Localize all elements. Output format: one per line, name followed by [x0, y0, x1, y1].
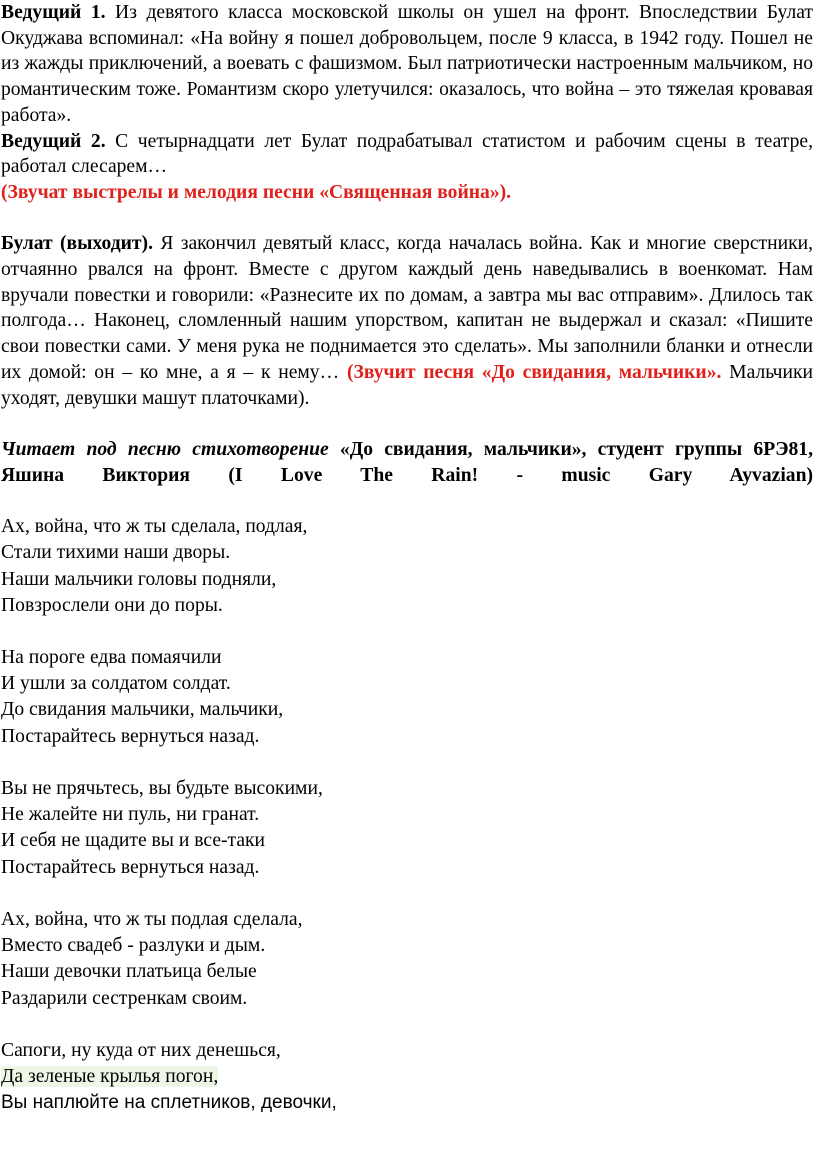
intro-italic: Читает под песню стихотворение	[1, 438, 329, 460]
paragraph-text: Я закончил девятый класс, когда началась война. Как и многие сверстники, отчаянно рвался на фронт. Вместе с другом каждый день наведывались в военкомат. Нам вручали повестки и говорили: «Разнесите их по домам, а завтра мы вас отправим». Длилось так полгода… Наконец, сломленный нашим упорством, капитан не выдержал и сказал: «Пишите свои повестки сами. У меня рука не поднимается это сделать». Мы заполнили бланки и отнесли их домой: он – ко мне, а я – к нему…	[1, 233, 813, 383]
stage-direction: (Звучат выстрелы и мелодия песни «Священная война»).	[1, 181, 512, 203]
poem-line: Вы не прячьтесь, вы будьте высокими,	[1, 777, 323, 799]
poem-stanza-1	[1, 514, 813, 619]
stage-direction-inline: (Звучит песня «До свидания, мальчики».	[346, 361, 722, 383]
speaker-label: Ведущий 2.	[1, 130, 106, 152]
poem-line: Ах, война, что ж ты подлая сделала,	[1, 908, 303, 930]
blank-line	[1, 1012, 813, 1038]
blank-line	[1, 619, 813, 645]
speaker-label: Булат (выходит).	[1, 233, 153, 255]
paragraph-text: Из девятого класса московской школы он ушел на фронт. Впоследствии Булат Окуджава вспоминал: «На войну я пошел добровольцем, после 9 класса, в 1942 году. Пошел не из жажды приключений, а воевать с фашизмом. Был патриотически настроенным мальчиком, но романтическим тоже. Романтизм скоро улетучился: оказалось, что война – это тяжелая кровавая работа».	[1, 2, 813, 126]
poem-line: До свидания мальчики, мальчики,	[1, 699, 284, 721]
intro-bold: «До свидания, мальчики», студент группы 6РЭ81, Яшина Виктория (I Love The Rain! - music Gary Ayvazian)	[1, 438, 813, 486]
paragraph-text: С четырнадцати лет Булат подрабатывал статистом и рабочим сцены в театре, работал слесарем…	[1, 130, 814, 178]
poem-stanza-2	[1, 645, 813, 750]
blank-line	[1, 488, 813, 514]
poem-line: Наши мальчики головы подняли,	[1, 568, 277, 590]
poem-stanza-3	[1, 776, 813, 881]
poem-line: И себя не щадите вы и все-таки	[1, 830, 266, 852]
poem-line: Сапоги, ну куда от них денешься,	[1, 1039, 281, 1061]
blank-line	[1, 411, 813, 437]
paragraph-tail: Мальчики уходят, девушки машут платочками).	[1, 361, 814, 409]
poem-line: Ах, война, что ж ты сделала, подлая,	[1, 516, 308, 538]
poem-line: На пороге едва помаячили	[1, 646, 222, 668]
poem-line: Повзрослели они до поры.	[1, 594, 223, 616]
poem-line: Постарайтесь вернуться назад.	[1, 725, 260, 747]
paragraph-host-2	[1, 129, 813, 180]
poem-stanza-5	[1, 1038, 813, 1117]
poem-line: Вы наплюйте на сплетников, девочки,	[1, 1092, 337, 1114]
poem-line: Вместо свадеб - разлуки и дым.	[1, 934, 266, 956]
speaker-label: Ведущий 1.	[1, 2, 106, 23]
poem-line: Раздарили сестренкам своим.	[1, 987, 248, 1009]
blank-line	[1, 881, 813, 907]
poem-stanza-4	[1, 907, 813, 1012]
paragraph-host-1	[1, 0, 813, 129]
highlighted-line: Да зеленые крылья погон,	[1, 1065, 219, 1087]
poem-line: Наши девочки платьица белые	[1, 961, 257, 983]
poem-intro	[1, 437, 813, 488]
poem-line: Не жалейте ни пуль, ни гранат.	[1, 804, 260, 826]
poem-line: Постарайтесь вернуться назад.	[1, 856, 260, 878]
poem-line	[1, 1064, 813, 1090]
blank-line	[1, 750, 813, 776]
poem-line: Стали тихими наши дворы.	[1, 542, 231, 564]
poem-line: И ушли за солдатом солдат.	[1, 673, 231, 695]
paragraph-bulat	[1, 231, 813, 411]
blank-line	[1, 206, 813, 232]
